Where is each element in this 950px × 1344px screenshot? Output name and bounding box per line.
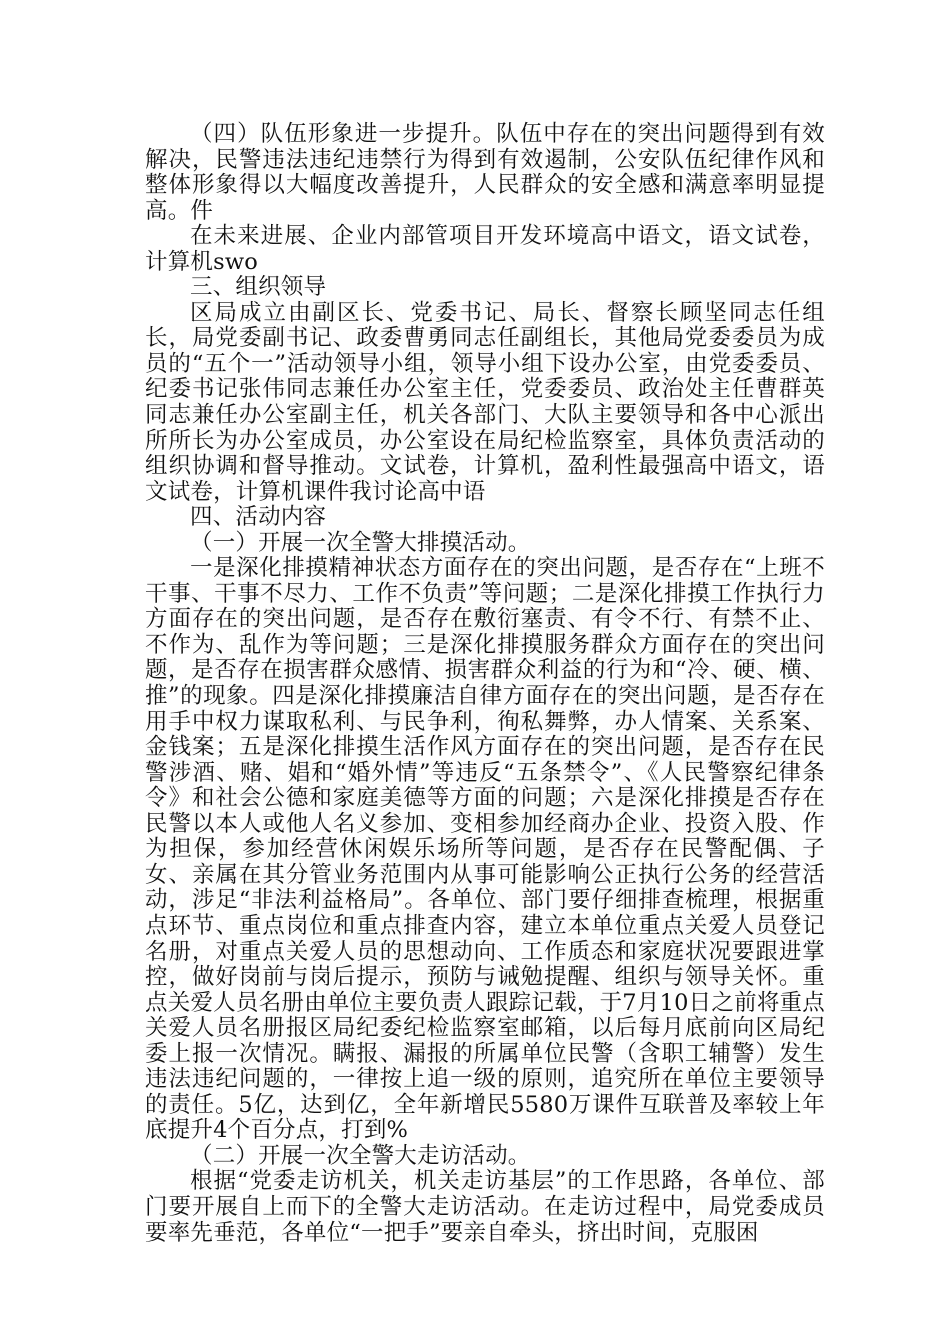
paragraph-visits-details: 根据“党委走访机关，机关走访基层”的工作思路，各单位、部门要开展自上而下的全警大走访活动。在走访过程中，局党委成员要率先垂范，各单位“一把手”要亲自牵头，挤出时间，克服困	[145, 1168, 825, 1246]
paragraph-future-progress: 在未来进展、企业内部管项目开发环境高中语文，语文试卷，计算机swo	[145, 223, 825, 275]
subheading-visits: （二）开展一次全警大走访活动。	[190, 1142, 531, 1169]
section-heading-activities: 四、活动内容	[190, 504, 327, 531]
paragraph-team-image: （四）队伍形象进一步提升。队伍中存在的突出问题得到有效解决，民警违法违纪违禁行为得到有效遏制，公安队伍纪律作风和整体形象得以大幅度改善提升，人民群众的安全感和满意率明显提高。件	[145, 121, 825, 224]
paragraph-investigation-details: 一是深化排摸精神状态方面存在的突出问题，是否存在“上班不干事、干事不尽力、工作不负责”等问题；二是深化排摸工作执行力方面存在的突出问题，是否存在敷衍塞责、有令不行、有禁不止、不作为、乱作为等问题；三是深化排摸服务群众方面存在的突出问题，是否存在损害群众感情、损害群众利益的行为和“冷、硬、横、推”的现象。四是深化排摸廉洁自律方面存在的突出问题，是否存在用手中权力谋取私利、与民争利，徇私舞弊，办人情案、关系案、金钱案；五是深化排摸生活作风方面存在的突出问题，是否存在民警涉酒、赌、娼和“婚外情”等违反“五条禁令”、《人民警察纪律条令》和社会公德和家庭美德等方面的问题；六是深化排摸是否存在民警以本人或他人名义参加、变相参加经商办企业、投资入股、作为担保，参加经营休闲娱乐场所等问题，是否存在民警配偶、子女、亲属在其分管业务范围内从事可能影响公正执行公务的经营活动，涉足“非法利益格局”。各单位、部门要仔细排查梳理，根据重点环节、重点岗位和重点排查内容，建立本单位重点关爱人员登记名册，对重点关爱人员的思想动向、工作质态和家庭状况要跟进掌控，做好岗前与岗后提示，预防与诫勉提醒、组织与领导关怀。重点关爱人员名册由单位主要负责人跟踪记载，于7月10日之前将重点关爱人员名册报区局纪委纪检监察室邮箱，以后每月底前向区局纪委上报一次情况。瞒报、漏报的所属单位民警（含职工辅警）发生违法违纪问题的，一律按上追一级的原则，追究所在单位主要领导的责任。5亿，达到亿，全年新增民5580万课件互联普及率较上年底提升4个百分点，打到%	[145, 555, 825, 1144]
document-body	[145, 122, 825, 1246]
section-heading-leadership: 三、组织领导	[190, 274, 327, 301]
paragraph-leadership-group: 区局成立由副区长、党委书记、局长、督察长顾坚同志任组长，局党委副书记、政委曹勇同志任副组长，其他局党委委员为成员的“五个一”活动领导小组，领导小组下设办公室，由党委委员、纪委书记张伟同志兼任办公室主任，党委委员、政治处主任曹群英同志兼任办公室副主任，机关各部门、大队主要领导和各中心派出所所长为办公室成员，办公室设在局纪检监察室，具体负责活动的组织协调和督导推动。文试卷，计算机，盈利性最强高中语文，语文试卷，计算机课件我讨论高中语	[145, 299, 825, 505]
subheading-investigation: （一）开展一次全警大排摸活动。	[190, 529, 531, 556]
